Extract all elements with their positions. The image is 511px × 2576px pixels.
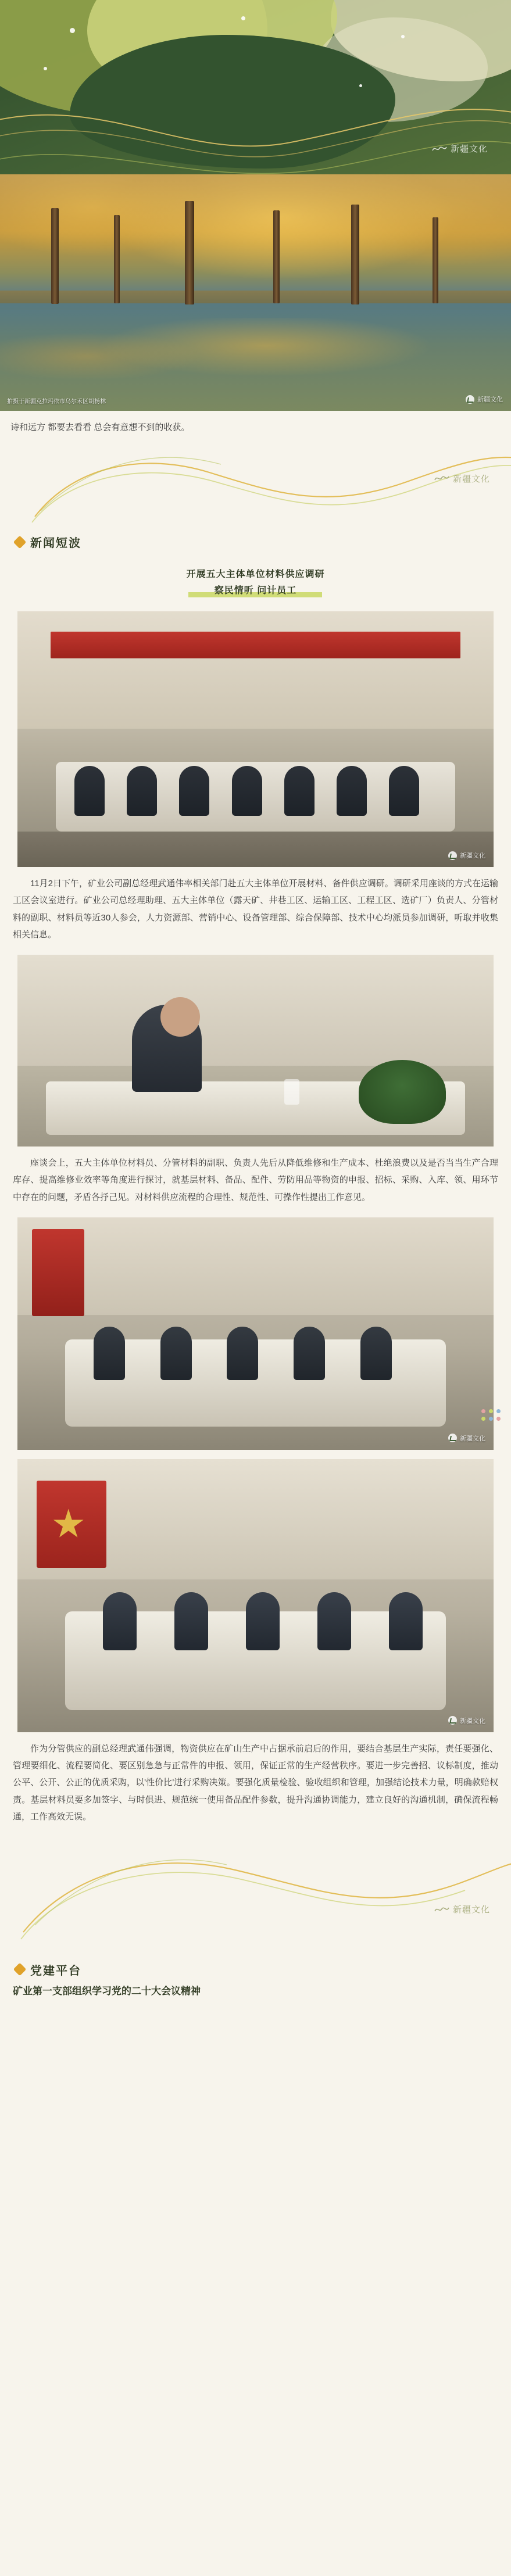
red-wall-sign [32, 1229, 84, 1316]
water-cup-element [284, 1079, 299, 1105]
brand-name: 新疆文化 [452, 474, 490, 484]
photo-caption: 拍摄于新疆克拉玛依市乌尔禾区胡杨林 [7, 399, 106, 405]
article-title-line2: 察民情听 问计员工 [214, 586, 297, 596]
dot-icon [496, 1417, 501, 1421]
top-decorative-banner [0, 0, 511, 174]
wave-icon [448, 1716, 457, 1725]
dot-icon [496, 1409, 501, 1413]
autumn-poplar-lake-photo [0, 174, 511, 411]
section-title-party: 党建平台 [30, 1964, 81, 1977]
person-figure [360, 1327, 392, 1380]
person-figure [389, 1592, 423, 1650]
person-figure [294, 1327, 325, 1380]
photo-wrapper-meeting-b [0, 1214, 511, 1450]
person-figure [179, 766, 209, 816]
person-figure [337, 766, 367, 816]
tree-trunk [351, 205, 359, 304]
photo-watermark [466, 395, 503, 404]
article-title [140, 567, 372, 600]
person-figure [103, 1592, 137, 1650]
brand-name: 新疆文化 [452, 1905, 490, 1915]
brand-watermark [434, 472, 490, 485]
wave-icon [448, 1434, 457, 1442]
article-paragraph: 作为分管供应的副总经理武通伟强调，物资供应在矿山生产中占据承前启后的作用，要结合基层生产实际，责任要强化、管理要细化、流程要简化、要区别急急与正常件的申报、领用，保证正常的生产经营秩序。要进一步完善招、议标制度，推动公平、公开、公正的优质采购，以'性价比'进行采购决策。要强化质量检验、验收组织和管理，加强结论技术力量，明确款赔权责。基层材料员要多加签字、与时俱进、规范统一使用备品配件参数，提升沟通协调能力，建立良好的沟通机制，确保流程畅通，工作高效无误。 [13, 1743, 498, 1822]
person-figure [74, 766, 105, 816]
dot-icon [481, 1417, 485, 1421]
ribbon-divider-top [0, 441, 511, 528]
banner-dot-icon [401, 35, 405, 38]
tree-trunk [51, 208, 59, 304]
plant-element [359, 1060, 446, 1124]
photo-watermark [448, 851, 485, 860]
photo-wrapper-meeting-a [0, 606, 511, 867]
person-figure [127, 766, 157, 816]
dot-icon [489, 1417, 493, 1421]
photo-watermark-text: 新疆文化 [460, 1717, 485, 1725]
photo-watermark [448, 1716, 485, 1725]
diamond-marker-icon [13, 1963, 27, 1976]
article-paragraph: 11月2日下午，矿业公司副总经理武通伟率相关部门赴五大主体单位开展材料、备件供应调研。调研采用座谈的方式在运输工区会议室进行。矿业公司总经理助理、五大主体单位（露天矿、井巷工区、运输工区、工程工区、选矿厂）负责人、分管材料的副职、材料员等近30人参会，人力资源部、营销中心、设备管理部、综合保障部、技术中心均派员参加调研，听取并收集相关信息。 [13, 879, 498, 940]
wave-icon [466, 395, 474, 404]
brand-name: 新疆文化 [450, 144, 488, 154]
tree-trunk [185, 201, 194, 304]
photo-wrapper-party [0, 1450, 511, 1732]
conference-table-group-photo [17, 1217, 494, 1450]
article-title-line1: 开展五大主体单位材料供应调研 [186, 569, 325, 579]
photo-reflection-layer [0, 318, 511, 388]
person-figure [160, 1327, 192, 1380]
photo-watermark-text: 新疆文化 [477, 396, 503, 403]
section-title-news: 新闻短波 [30, 537, 81, 550]
person-figure [174, 1592, 208, 1650]
wave-icon [448, 851, 457, 860]
brand-watermark [432, 142, 488, 155]
section-header-news [0, 531, 511, 554]
photo-wall-layer [17, 611, 494, 729]
photo-watermark-text: 新疆文化 [460, 1435, 485, 1442]
person-figure [246, 1592, 280, 1650]
dot-icon [489, 1409, 493, 1413]
person-figure [232, 766, 262, 816]
decorative-dot-grid [481, 1409, 501, 1421]
meeting-room-red-banner-photo [17, 611, 494, 867]
article-paragraph: 座谈会上，五大主体单位材料员、分管材料的副职、负责人先后从降低维修和生产成本、杜绝浪费以及是否当当生产合理库存、提高维修业效率等角度进行探讨，就基层材料、备品、配件、劳防用品等物资的申报、招标、采购、入库、领、用环节中存在的问题，矛盾各抒己见。对材料供应流程的合理性、规范性、可操作性提出工作意见。 [13, 1158, 498, 1202]
wave-icon [434, 1905, 449, 1914]
banner-dot-icon [359, 84, 362, 87]
photo-watermark-text: 新疆文化 [460, 852, 485, 860]
section-header-party [0, 1958, 511, 1981]
person-figure [94, 1327, 125, 1380]
party-flag-meeting-photo [17, 1459, 494, 1732]
lead-text: 诗和远方 都要去看看 总会有意想不到的收获。 [10, 422, 190, 432]
tree-trunk [273, 210, 280, 303]
party-flag-element [37, 1481, 106, 1568]
ribbon-swirl-lines [0, 441, 511, 528]
wave-icon [432, 145, 447, 153]
photo-watermark [448, 1434, 485, 1443]
person-figure [227, 1327, 258, 1380]
banner-dot-icon [241, 16, 245, 20]
photo-wall-layer [17, 1217, 494, 1315]
red-banner-element [51, 632, 460, 658]
dot-icon [481, 1409, 485, 1413]
photo-floor-layer [17, 832, 494, 868]
photo-wrapper-portrait [0, 951, 511, 1147]
tree-trunk [114, 215, 120, 303]
wave-icon [434, 474, 449, 482]
diamond-marker-icon [13, 535, 27, 549]
ribbon-divider-bottom [0, 1833, 511, 1955]
banner-dot-icon [44, 67, 47, 70]
article-title-line2-wrapper [215, 583, 296, 600]
person-figure [389, 766, 419, 816]
person-head [160, 997, 200, 1037]
person-figure [284, 766, 315, 816]
tree-trunk [433, 217, 438, 303]
footer-swirl-lines [0, 1833, 511, 1955]
speaker-portrait-photo [17, 955, 494, 1147]
next-article-title: 矿业第一支部组织学习党的二十大会议精神 [13, 1986, 201, 1997]
photo-wall-layer [17, 955, 494, 1066]
banner-dot-icon [70, 28, 75, 33]
brand-watermark [434, 1903, 490, 1915]
person-figure [317, 1592, 351, 1650]
